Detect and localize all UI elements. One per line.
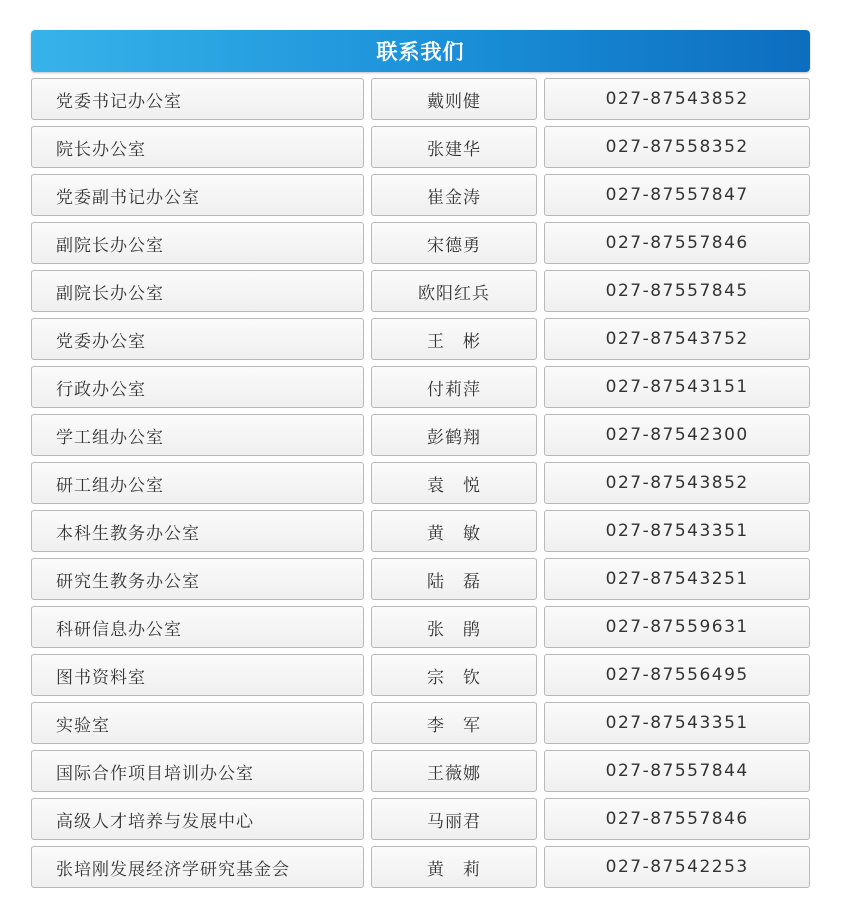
- phone-cell: 027-87543852: [544, 462, 810, 504]
- office-cell: 实验室: [31, 702, 364, 744]
- person-name-cell: 黄 莉: [371, 846, 538, 888]
- phone-cell: 027-87543151: [544, 366, 810, 408]
- phone-cell: 027-87559631: [544, 606, 810, 648]
- person-name-cell: 彭鹤翔: [371, 414, 538, 456]
- phone-cell: 027-87543351: [544, 702, 810, 744]
- phone-cell: 027-87557846: [544, 222, 810, 264]
- office-cell: 研究生教务办公室: [31, 558, 364, 600]
- phone-cell: 027-87557845: [544, 270, 810, 312]
- office-cell: 副院长办公室: [31, 222, 364, 264]
- contact-table: [31, 78, 810, 888]
- person-name-cell: 宋德勇: [371, 222, 538, 264]
- phone-cell: 027-87542300: [544, 414, 810, 456]
- phone-cell: 027-87558352: [544, 126, 810, 168]
- person-name-cell: 李 军: [371, 702, 538, 744]
- contact-row: [31, 750, 810, 792]
- office-cell: 研工组办公室: [31, 462, 364, 504]
- phone-cell: 027-87556495: [544, 654, 810, 696]
- contact-row: [31, 318, 810, 360]
- person-name-cell: 袁 悦: [371, 462, 538, 504]
- office-cell: 张培刚发展经济学研究基金会: [31, 846, 364, 888]
- office-cell: 本科生教务办公室: [31, 510, 364, 552]
- phone-cell: 027-87557846: [544, 798, 810, 840]
- person-name-cell: 付莉萍: [371, 366, 538, 408]
- contact-row: [31, 366, 810, 408]
- person-name-cell: 张 鹃: [371, 606, 538, 648]
- phone-cell: 027-87543852: [544, 78, 810, 120]
- person-name-cell: 陆 磊: [371, 558, 538, 600]
- contact-row: [31, 414, 810, 456]
- person-name-cell: 戴则健: [371, 78, 538, 120]
- contact-row: [31, 558, 810, 600]
- contact-row: [31, 222, 810, 264]
- contact-row: [31, 126, 810, 168]
- office-cell: 图书资料室: [31, 654, 364, 696]
- office-cell: 副院长办公室: [31, 270, 364, 312]
- contact-header: [31, 30, 810, 72]
- contact-row: [31, 510, 810, 552]
- person-name-cell: 王 彬: [371, 318, 538, 360]
- person-name-cell: 黄 敏: [371, 510, 538, 552]
- contact-row: [31, 606, 810, 648]
- office-cell: 党委书记办公室: [31, 78, 364, 120]
- contact-row: [31, 174, 810, 216]
- phone-cell: 027-87542253: [544, 846, 810, 888]
- contact-row: [31, 462, 810, 504]
- phone-cell: 027-87543351: [544, 510, 810, 552]
- office-cell: 党委副书记办公室: [31, 174, 364, 216]
- contact-row: [31, 702, 810, 744]
- office-cell: 院长办公室: [31, 126, 364, 168]
- person-name-cell: 宗 钦: [371, 654, 538, 696]
- office-cell: 学工组办公室: [31, 414, 364, 456]
- contact-panel: [31, 30, 810, 894]
- person-name-cell: 崔金涛: [371, 174, 538, 216]
- phone-cell: 027-87557847: [544, 174, 810, 216]
- office-cell: 高级人才培养与发展中心: [31, 798, 364, 840]
- office-cell: 行政办公室: [31, 366, 364, 408]
- office-cell: 党委办公室: [31, 318, 364, 360]
- person-name-cell: 马丽君: [371, 798, 538, 840]
- contact-row: [31, 270, 810, 312]
- person-name-cell: 欧阳红兵: [371, 270, 538, 312]
- phone-cell: 027-87557844: [544, 750, 810, 792]
- office-cell: 国际合作项目培训办公室: [31, 750, 364, 792]
- phone-cell: 027-87543752: [544, 318, 810, 360]
- person-name-cell: 王薇娜: [371, 750, 538, 792]
- person-name-cell: 张建华: [371, 126, 538, 168]
- contact-row: [31, 798, 810, 840]
- contact-row: [31, 846, 810, 888]
- contact-row: [31, 654, 810, 696]
- office-cell: 科研信息办公室: [31, 606, 364, 648]
- contact-title: 联系我们: [376, 40, 465, 64]
- contact-row: [31, 78, 810, 120]
- phone-cell: 027-87543251: [544, 558, 810, 600]
